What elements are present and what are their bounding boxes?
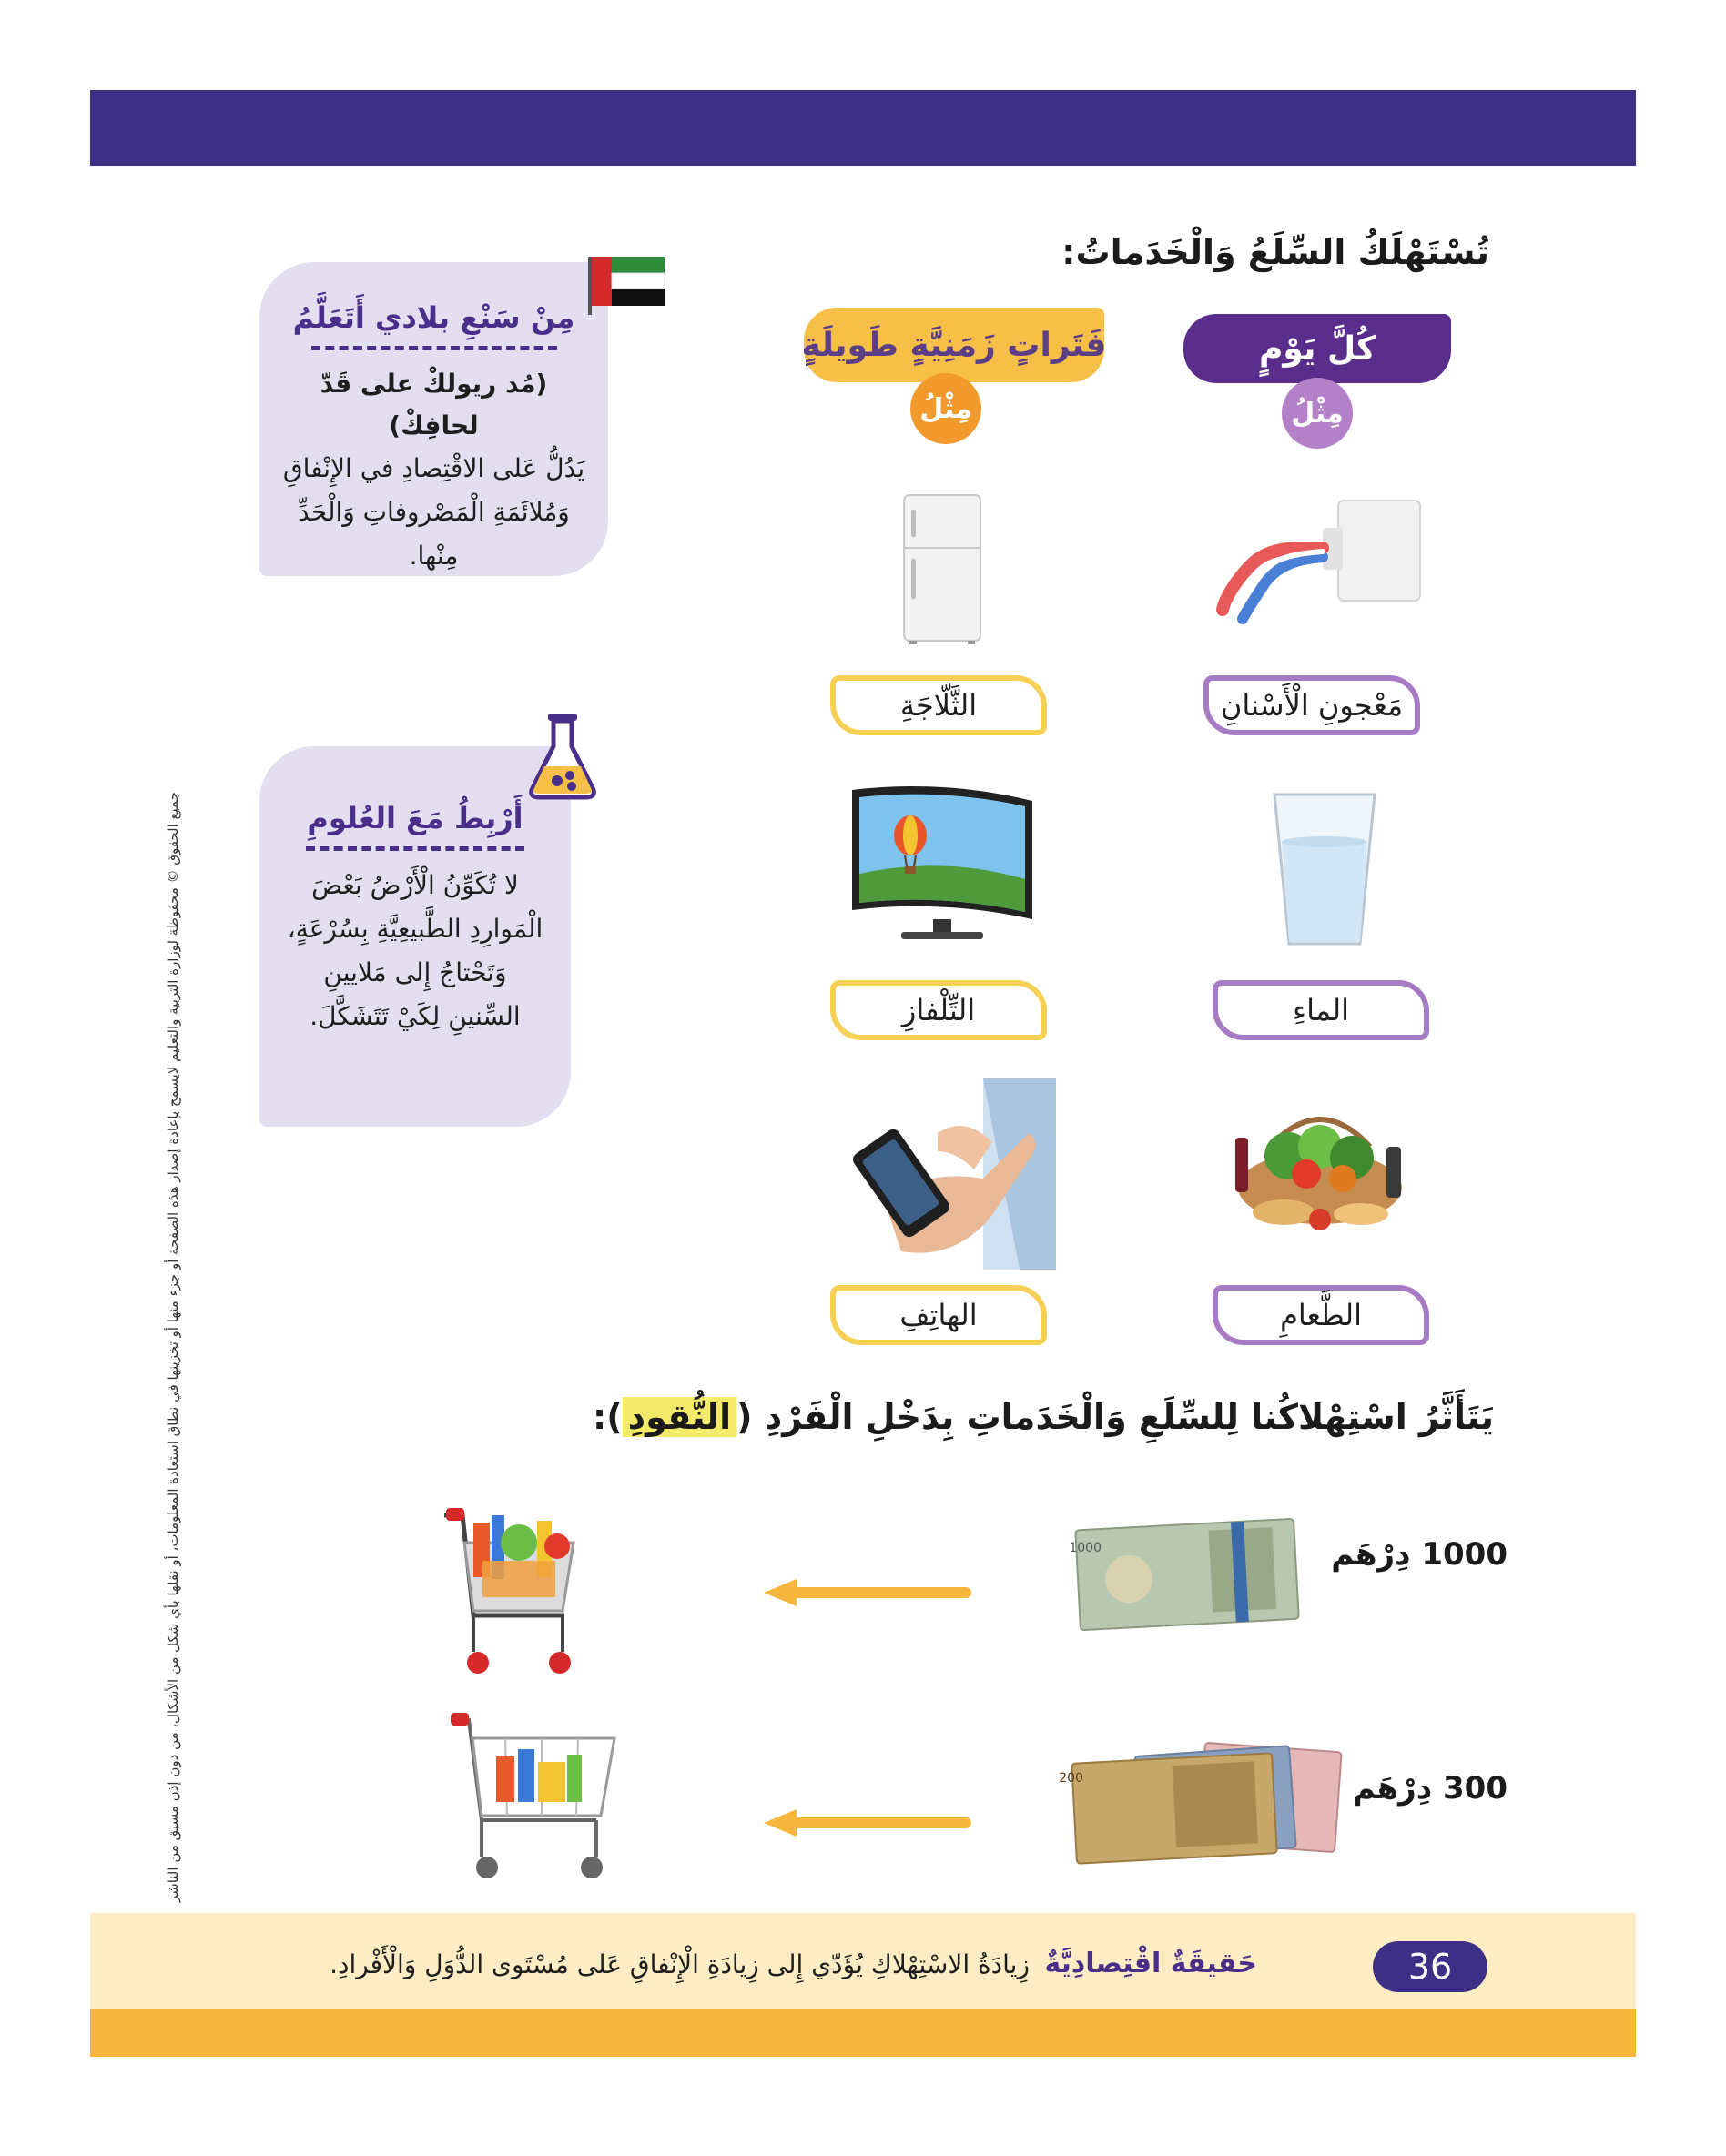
tag-long-periods: فَتَراتٍ زَمَنِيَّةٍ طَويلَةٍ [804, 308, 1104, 382]
refrigerator-icon [897, 491, 988, 646]
science-box-line-1: لا تُكَوِّنُ الْأَرْضُ بَعْضَ [311, 870, 519, 900]
link-with-science-box [259, 746, 571, 1127]
arrow-left-2-icon [760, 1809, 970, 1837]
heading2-highlight-money: النُّقودِ [623, 1397, 736, 1437]
item-label-toothpaste: مَعْجونِ الْأَسْنانِ [1203, 675, 1420, 735]
learn-from-my-country-box [259, 262, 608, 576]
top-banner [90, 90, 1636, 166]
heading2-text-after: ): [593, 1397, 623, 1437]
economic-fact-text: زِيادَةُ الاسْتِهْلاكِ يُؤَدّي إِلى زِيادَةِ الْإِنْفاقِ عَلى مُسْتَوى الدُّوَلِ وَالْأَفْرادِ. [330, 1949, 1030, 1979]
light-cart-icon [423, 1702, 642, 1884]
learn-box-proverb: (مُد ريولكْ على قَدّ لحافِكْ) [320, 369, 548, 440]
banknotes-300-icon [1059, 1738, 1347, 1866]
item-label-food: الطَّعامِ [1213, 1285, 1429, 1345]
item-label-television: التِّلْفازِ [830, 980, 1047, 1040]
full-cart-icon [437, 1506, 583, 1679]
water-glass-icon [1265, 787, 1384, 951]
science-box-line-3: وَتَحْتاجُ إِلى مَلايينِ [323, 957, 507, 987]
uae-flag-icon [584, 253, 668, 315]
flask-icon [526, 710, 599, 801]
learn-box-line-1: يَدُلُّ عَلى الاقْتِصادِ في الإِنْفاقِ [282, 453, 585, 483]
science-box-line-4: السِّنينِ لِكَيْ تَتَشَكَّلَ. [310, 1001, 521, 1031]
example-circle-daily: مِثْلُ [1282, 378, 1353, 449]
toothpaste-icon [1215, 491, 1425, 628]
income-label-300: 300 دِرْهَم [1352, 1770, 1508, 1807]
banknote-1000-icon [1069, 1515, 1302, 1634]
science-box-divider [306, 846, 524, 851]
arrow-left-1-icon [760, 1579, 970, 1606]
svg-text:1000: 1000 [1069, 1541, 1102, 1555]
learn-box-divider [311, 346, 557, 350]
learn-box-title: مِنْ سَنْعِ بلادي أَتَعَلَّمُ [292, 300, 575, 335]
example-circle-long: مِثْلُ [910, 373, 981, 444]
copyright-notice: جميع الحقوق © محفوظة لوزارة التربية والتعليم لايسمح بإعادة إصدار هذه الصفحة أو جزء منها أو تخزينها في نطاق استعادة المعلومات، أو نقلها بأي شكل من الأشكال، من دون إذن مسبق من الناشر [165, 792, 181, 1903]
television-icon [847, 783, 1038, 946]
tag-daily: كُلَّ يَوْمٍ [1183, 314, 1451, 383]
economic-fact-title: حَقيقَةٌ اقْتِصادِيَّةٌ [1044, 1948, 1257, 1979]
learn-box-line-2: وَمُلائَمَةِ الْمَصْروفاتِ وَالْحَدِّ مِنْها. [298, 497, 570, 571]
phone-icon [847, 1078, 1056, 1270]
science-box-title: أَرْبِطُ مَعَ العُلومِ [307, 801, 523, 835]
food-basket-icon [1215, 1092, 1425, 1238]
bottom-banner [90, 2009, 1636, 2057]
item-label-refrigerator: الثَّلّاجَةِ [830, 675, 1047, 735]
item-label-water: الماءِ [1213, 980, 1429, 1040]
income-label-1000: 1000 دِرْهَم [1331, 1536, 1508, 1573]
section-heading-income [593, 1397, 1494, 1437]
svg-text:200: 200 [1059, 1771, 1083, 1786]
heading2-text-before: يَتَأَثَّرُ اسْتِهْلاكُنا لِلسِّلَعِ وَالْخَدَماتِ بِدَخْلِ الْفَرْدِ ( [736, 1397, 1494, 1437]
item-label-phone: الهاتِفِ [830, 1285, 1047, 1345]
science-box-line-2: الْمَوارِدِ الطَّبيعِيَّةِ بِسُرْعَةٍ، [287, 914, 543, 944]
page-number: 36 [1373, 1941, 1487, 1992]
section-heading-consumption: تُسْتَهْلَكُ السِّلَعُ وَالْخَدَماتُ: [1061, 232, 1489, 272]
